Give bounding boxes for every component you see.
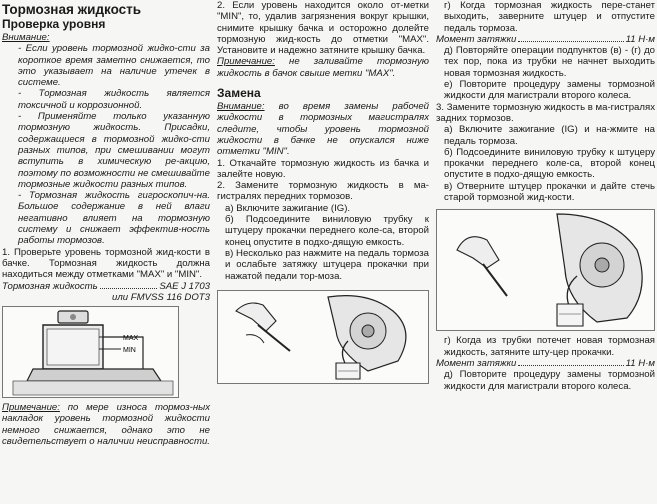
warning-item-1: - Если уровень тормозной жидко-сти за короткое время заметно снижается, то это указывает на наличие утечек в системе. bbox=[18, 43, 210, 89]
column-right bbox=[436, 0, 655, 392]
torque-value-2: 11 Н·м bbox=[625, 357, 655, 369]
step-3a: а) Включите зажигание (IG) и на-жмите на педаль тормоза. bbox=[444, 124, 655, 147]
column-middle bbox=[217, 0, 429, 384]
fluid-spec-label: Тормозная жидкость bbox=[2, 280, 98, 292]
step-d: д) Повторяйте операции подпунктов (в) - (г) до тех пор, пока из трубки не начнет выходить новая тормозная жидкость. bbox=[444, 45, 655, 79]
section-subtitle: Проверка уровня bbox=[2, 17, 106, 31]
warning-item-2: - Тормозная жидкость является токсичной и коррозионной. bbox=[18, 88, 210, 111]
front-bleed-figure bbox=[217, 290, 429, 384]
max-mark: MAX bbox=[123, 335, 139, 343]
replace-step-2a: а) Включите зажигание (IG). bbox=[225, 202, 351, 214]
step-3: 3. Замените тормозную жидкость в ма-гистралях задних тормозов. bbox=[436, 101, 655, 124]
rear-bleed-figure bbox=[436, 209, 655, 331]
fluid-spec-value: SAE J 1703 bbox=[159, 280, 210, 292]
torque-label-1: Момент затяжки bbox=[436, 33, 517, 45]
bottom-note: Примечание: по мере износа тормоз-ных накладок уровень тормозной жидкости немного снижается, однако это не свидетельствует о наличии неисправности. bbox=[2, 402, 210, 448]
column-left bbox=[2, 0, 210, 447]
torque-value-1: 11 Н·м bbox=[625, 33, 655, 45]
step-g2: г) Когда из трубки потечет новая тормозная жидкость, затяните шту-цер прокачки. bbox=[444, 335, 655, 358]
reservoir-illustration bbox=[3, 307, 178, 397]
note: Примечание: не заливайте тормозную жидкость в бачок свыше метки "MAX". bbox=[217, 56, 429, 79]
step-d2: д) Повторите процедуру замены тормозной жидкости для магистрали второго колеса. bbox=[444, 369, 655, 392]
torque-row-2 bbox=[436, 358, 655, 369]
warning-item-3: - Применяйте только указанную тормозную жидкость. Присадки, содержащиеся в тормозной жидко-сти разных типов, при смешивании могут вступить в химическую ре-акцию, поэтому по возможности не смешивайте тормозные жидкости разных типов. bbox=[18, 111, 210, 190]
step-g: г) Когда тормозная жидкость пере-станет выходить, заверните штуцер и отпустите педаль тормоза. bbox=[444, 0, 655, 34]
step-e: е) Повторите процедуру замены тормозной жидкости для магистрали второго колеса. bbox=[444, 79, 655, 102]
fluid-spec-alt: или FMVSS 116 DOT3 bbox=[111, 291, 210, 303]
torque-row-1 bbox=[436, 34, 655, 45]
section-title: Тормозная жидкость bbox=[2, 2, 142, 17]
replace-step-1: 1. Откачайте тормозную жидкость из бачка и залейте новую. bbox=[217, 157, 429, 180]
step-1: 1. Проверьте уровень тормозной жид-кости в бачке. Тормозная жидкость должна находиться между отметками "MAX" и "MIN". bbox=[2, 246, 210, 281]
torque-label-2: Момент затяжки bbox=[436, 357, 517, 369]
min-mark: MIN bbox=[123, 347, 136, 355]
step-3b: б) Подсоедините виниловую трубку к штуцеру прокачки переднего коле-са, второй конец опустите в подхо-дящую емкость. bbox=[444, 146, 655, 181]
replace-step-2c: в) Несколько раз нажмите на педаль тормоза и ослабьте затяжку штуцера прокачки при нажатой педали тор-моза. bbox=[225, 247, 429, 282]
warning-label: Внимание: bbox=[2, 32, 50, 43]
replace-step-2: 2. Замените тормозную жидкость в ма-гистралях передних тормозов. bbox=[217, 180, 429, 203]
replace-step-2b: б) Подсоедините виниловую трубку к штуцеру прокачки переднего коле-са, второй конец опустите в подхо-дящую емкость. bbox=[225, 214, 429, 248]
step-3c: в) Отверните штуцер прокачки и дайте стечь старой тормозной жид-кости. bbox=[444, 180, 655, 204]
replace-heading: Замена bbox=[217, 86, 261, 101]
replace-warning: Внимание: во время замены рабочей жидкости в тормозных магистралях следите, чтобы уровень тормозной жидкости в бачке не опускался ниже отметки "MIN". bbox=[217, 101, 429, 158]
rear-bleed-illustration bbox=[437, 210, 654, 330]
step-2: 2. Если уровень находится около от-метки "MIN", то, удалив загрязнения вокруг крышки, снимите крышку бачка и осторожно долейте тормозную жид-кость до отметки "MAX". Установите и надежно затяните крышку бачка. bbox=[217, 0, 429, 57]
front-bleed-illustration bbox=[218, 291, 429, 383]
warning-item-4: - Тормозная жидкость гигроскопич-на. Большое содержание в ней влаги негативно влияет на тормозную систему и снижает эффектив-ность работы тормозов. bbox=[18, 190, 210, 247]
fluid-spec-row bbox=[2, 281, 210, 292]
reservoir-figure bbox=[2, 306, 179, 398]
